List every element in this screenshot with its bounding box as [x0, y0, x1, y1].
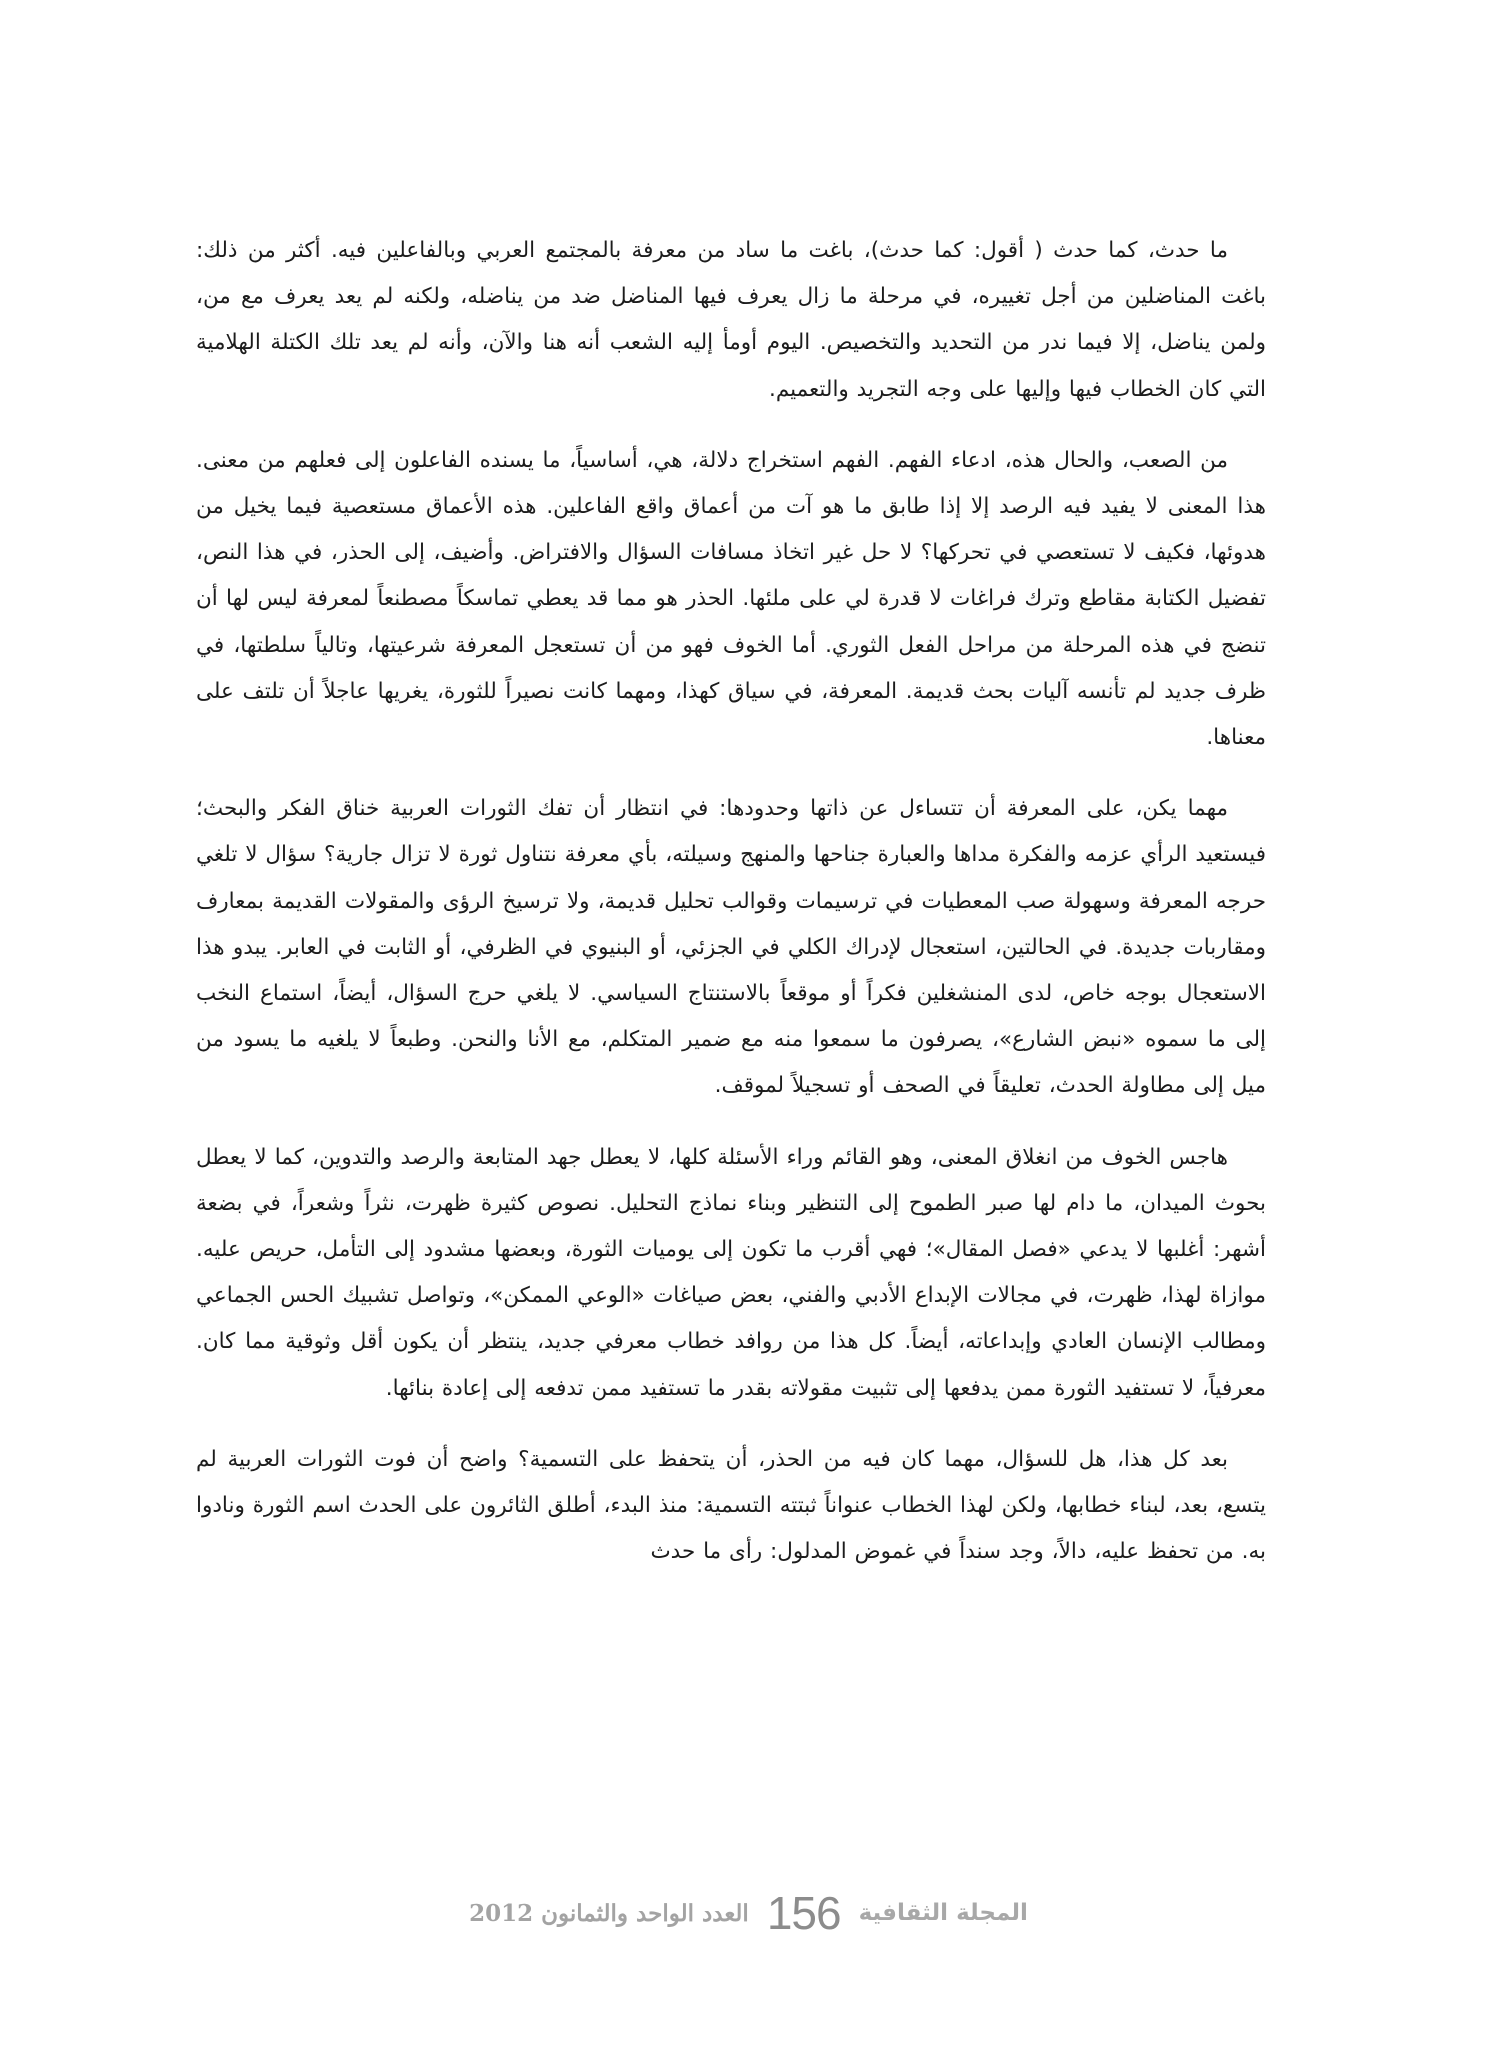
paragraph-3: مهما يكن، على المعرفة أن تتساءل عن ذاتها وحدودها: في انتظار أن تفك الثورات العربية خناق الفكر والبحث؛ فيستعيد الرأي عزمه والفكرة مداها والعبارة جناحها والمنهج وسيلته، بأي معرفة نتناول ثورة لا تزال جارية؟ سؤال لا تلغي حرجه المعرفة وسهولة صب المعطيات في ترسيمات وقوالب تحليل قديمة، ولا ترسيخ الرؤى والمقولات القديمة بمعارف ومقاربات جديدة. في الحالتين، استعجال لإدراك الكلي في الجزئي، أو البنيوي في الظرفي، أو الثابت في العابر. يبدو هذا الاستعجال بوجه خاص، لدى المنشغلين فكراً أو موقعاً بالاستنتاج السياسي. لا يلغي حرج السؤال، أيضاً، استماع النخب إلى ما سموه «نبض الشارع»، يصرفون ما سمعوا منه مع ضمير المتكلم، مع الأنا والنحن. وطبعاً لا يلغيه ما يسود من ميل إلى مطاولة الحدث، تعليقاً في الصحف أو تسجيلاً لموقف.: [196, 796, 1266, 1099]
footer-magazine-name: المجلة الثقافية: [858, 1900, 1028, 1926]
page-footer: [0, 1888, 1497, 1938]
article-body: [196, 228, 1266, 1600]
paragraph-1: ما حدث، كما حدث ( أقول: كما حدث)، باغت ما ساد من معرفة بالمجتمع العربي وبالفاعلين فيه. أكثر من ذلك: باغت المناضلين من أجل تغييره، في مرحلة ما زال يعرف فيها المناضل ضد من يناضله، ولكنه لم يعد يعرف مع من، ولمن يناضل، إلا فيما ندر من التحديد والتخصيص. اليوم أومأ إليه الشعب أنه هنا والآن، وأنه لم يعد تلك الكتلة الهلامية التي كان الخطاب فيها وإليها على وجه التجريد والتعميم.: [196, 238, 1266, 402]
footer-issue-label: العدد الواحد والثمانون 2012: [469, 1899, 749, 1927]
paragraph-4: هاجس الخوف من انغلاق المعنى، وهو القائم وراء الأسئلة كلها، لا يعطل جهد المتابعة والرصد والتدوين، كما لا يعطل بحوث الميدان، ما دام لها صبر الطموح إلى التنظير وبناء نماذج التحليل. نصوص كثيرة ظهرت، نثراً وشعراً، في بضعة أشهر: أغلبها لا يدعي «فصل المقال»؛ فهي أقرب ما تكون إلى يوميات الثورة، وبعضها مشدود إلى التأمل، حريص عليه. موازاة لهذا، ظهرت، في مجالات الإبداع الأدبي والفني، بعض صياغات «الوعي الممكن»، وتواصل تشبيك الحس الجماعي ومطالب الإنسان العادي وإبداعاته، أيضاً. كل هذا من روافد خطاب معرفي جديد، ينتظر أن يكون أقل وثوقية مما كان. معرفياً، لا تستفيد الثورة ممن يدفعها إلى تثبيت مقولاته بقدر ما تستفيد ممن تدفعه إلى إعادة بنائها.: [196, 1144, 1266, 1401]
paragraph-2: من الصعب، والحال هذه، ادعاء الفهم. الفهم استخراج دلالة، هي، أساسياً، ما يسنده الفاعلون إلى فعلهم من معنى. هذا المعنى لا يفيد فيه الرصد إلا إذا طابق ما هو آت من أعماق واقع الفاعلين. هذه الأعماق مستعصية فيما يخيل من هدوئها، فكيف لا تستعصي في تحركها؟ لا حل غير اتخاذ مسافات السؤال والافتراض. وأضيف، إلى الحذر، في هذا النص، تفضيل الكتابة مقاطع وترك فراغات لا قدرة لي على ملئها. الحذر هو مما قد يعطي تماسكاً مصطنعاً لمعرفة ليس لها أن تنضج في هذه المرحلة من مراحل الفعل الثوري. أما الخوف فهو من أن تستعجل المعرفة شرعيتها، وتالياً سلطتها، في ظرف جديد لم تأنسه آليات بحث قديمة. المعرفة، في سياق كهذا، ومهما كانت نصيراً للثورة، يغريها عاجلاً أن تلتف على معناها.: [196, 447, 1266, 751]
footer-page-number: 156: [766, 1887, 841, 1939]
paragraph-5: بعد كل هذا، هل للسؤال، مهما كان فيه من الحذر، أن يتحفظ على التسمية؟ واضح أن فوت الثورات العربية لم يتسع، بعد، لبناء خطابها، ولكن لهذا الخطاب عنواناً ثبتته التسمية: منذ البدء، أطلق الثائرون على الحدث اسم الثورة ونادوا به. من تحفظ عليه، دالاً، وجد سنداً في غموض المدلول: رأى ما حدث: [196, 1446, 1266, 1565]
